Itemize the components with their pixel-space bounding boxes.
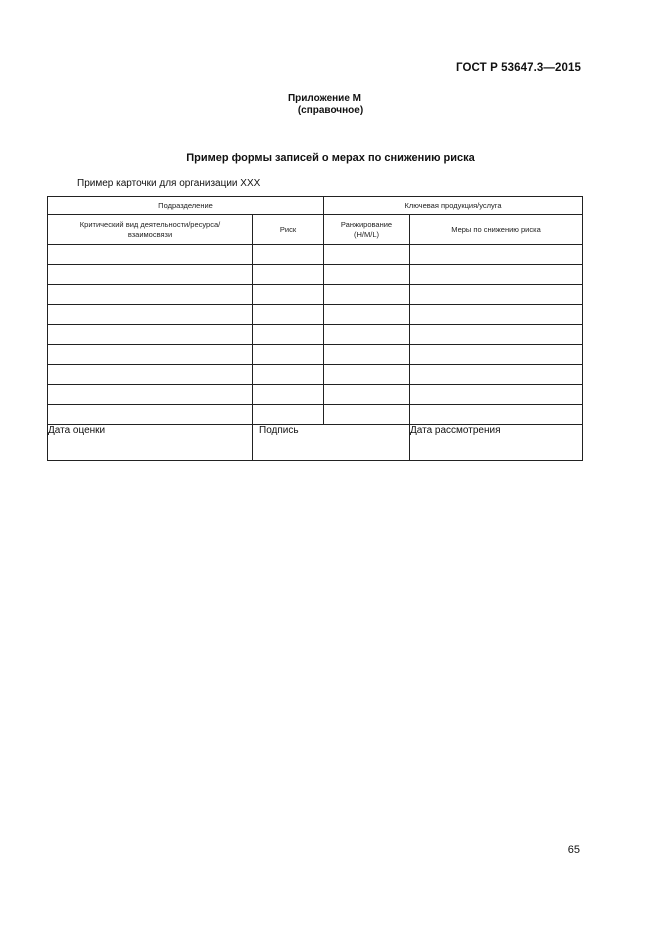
table-cell — [410, 265, 583, 285]
annex-type: (справочное) — [297, 105, 364, 116]
page-number: 65 — [567, 844, 580, 856]
table-cell — [48, 385, 253, 405]
standard-number: ГОСТ Р 53647.3—2015 — [456, 62, 581, 74]
table-row — [48, 245, 583, 265]
table-cell — [253, 325, 324, 345]
table-cell — [410, 285, 583, 305]
table-cell — [324, 405, 410, 425]
table-cell — [48, 405, 253, 425]
table-cell — [324, 305, 410, 325]
table-cell — [253, 405, 324, 425]
table-cell — [253, 305, 324, 325]
footer-signature: Подпись — [253, 425, 410, 461]
table-cell — [324, 245, 410, 265]
table-footer-row — [48, 425, 583, 461]
table-cell — [253, 365, 324, 385]
table-cell — [324, 325, 410, 345]
table-cell — [48, 285, 253, 305]
table-cell — [253, 345, 324, 365]
table-cell — [253, 265, 324, 285]
footer-review-date: Дата рассмотрения — [410, 425, 583, 461]
table-cell — [324, 265, 410, 285]
table-row — [48, 405, 583, 425]
column-header-measures: Меры по снижению риска — [410, 215, 583, 245]
table-cell — [48, 365, 253, 385]
table-cell — [324, 365, 410, 385]
table-cell — [324, 285, 410, 305]
table-cell — [253, 385, 324, 405]
table-cell — [324, 385, 410, 405]
table-cell — [410, 245, 583, 265]
table-row — [48, 385, 583, 405]
table-cell — [410, 325, 583, 345]
column-header-risk: Риск — [253, 215, 324, 245]
table-row — [48, 285, 583, 305]
document-title: Пример формы записей о мерах по снижению риска — [186, 152, 475, 164]
table-cell — [48, 345, 253, 365]
table-cell — [410, 365, 583, 385]
column-header-ranking: Ранжирование (H/M/L) — [324, 215, 410, 245]
group-header-key-product: Ключевая продукция/услуга — [324, 197, 583, 215]
risk-measures-table — [47, 196, 583, 461]
table-cell — [48, 305, 253, 325]
annex-title: Приложение М — [287, 93, 362, 104]
table-cell — [410, 385, 583, 405]
column-header-critical-activity: Критический вид деятельности/ресурса/взаимосвязи — [48, 215, 253, 245]
table-row — [48, 325, 583, 345]
footer-assessment-date: Дата оценки — [48, 425, 253, 461]
table-cell — [253, 285, 324, 305]
table-cell — [48, 265, 253, 285]
table-cell — [410, 345, 583, 365]
table-group-header-row — [48, 197, 583, 215]
table-cell — [410, 405, 583, 425]
table-cell — [410, 305, 583, 325]
table-column-header-row — [48, 215, 583, 245]
table-cell — [324, 345, 410, 365]
table-cell — [253, 245, 324, 265]
table-row — [48, 305, 583, 325]
group-header-department: Подразделение — [48, 197, 324, 215]
table-cell — [48, 325, 253, 345]
table-row — [48, 265, 583, 285]
annex-heading — [0, 93, 661, 117]
table-row — [48, 345, 583, 365]
table-cell — [48, 245, 253, 265]
document-subtitle: Пример карточки для организации XXX — [77, 178, 261, 189]
table-row — [48, 365, 583, 385]
